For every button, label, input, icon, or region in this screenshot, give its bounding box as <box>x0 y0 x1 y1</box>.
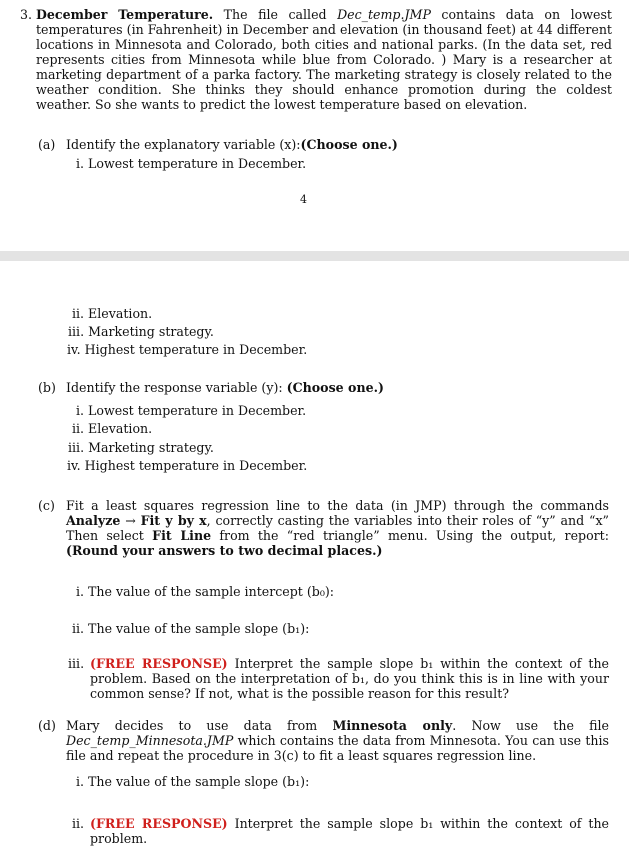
minnesota-file-name: Dec_temp_Minnesota.JMP <box>66 733 234 748</box>
fit-line-command: Fit Line <box>152 528 212 543</box>
free-response-tag: (FREE RESPONSE) <box>90 656 228 671</box>
part-b-option-2: ii. Elevation. <box>72 421 153 436</box>
part-d-text-3: which contains the data from Minnesota. You can use this file and repeat the procedure in 3(c) to fit a least squares regression line. <box>66 733 609 763</box>
part-d-ii-text: Interpret the sample slope b₁ within the context of the problem. <box>90 816 610 846</box>
fit-y-by-x-command: Fit y by x <box>140 513 207 528</box>
page-break-divider <box>0 251 629 261</box>
part-b-option-4: iv. Highest temperature in December. <box>67 458 308 473</box>
part-a-prompt <box>66 137 398 152</box>
part-d-item-i: i. The value of the sample slope (b₁): <box>76 774 310 789</box>
part-b-option-1: i. Lowest temperature in December. <box>76 403 307 418</box>
part-a-option-3: iii. Marketing strategy. <box>68 324 214 339</box>
question-3 <box>20 7 612 112</box>
part-d-text-2: . Now use the file <box>452 718 610 733</box>
part-c-item-iii-label: iii. <box>68 656 85 671</box>
part-c-text-3: from the “red triangle” menu. Using the output, report: <box>211 528 609 543</box>
part-b-prompt <box>66 380 384 395</box>
part-c-label: (c) <box>38 498 55 513</box>
question-number: 3. <box>20 7 33 22</box>
part-b-label: (b) <box>38 380 56 395</box>
part-c-text-2: , correctly casting the variables into their roles of “y” and “x” Then select <box>66 513 609 543</box>
page-number: 4 <box>300 193 307 206</box>
part-a-option-1: i. Lowest temperature in December. <box>76 156 307 171</box>
part-d-item-ii <box>90 816 609 846</box>
part-b-choose: (Choose one.) <box>286 380 384 395</box>
intro-text-2: contains data on lowest temperatures (in Fahrenheit) in December and elevation (in thousand feet) at 44 different locations in Minnesota and Colorado, both cities and national parks. (In the data set, red represents cities from Minnesota while blue from Colorado. ) Mary is a researcher at marketing department of a parka factory. The marketing strategy is closely related to the weather condition. She thinks they should enhance promotion during the coldest weather. So she wants to predict the lowest temperature based on elevation. <box>36 7 612 112</box>
question-3-intro <box>36 7 612 112</box>
intro-text-1: The file called <box>213 7 338 22</box>
part-c-iii-text: Interpret the sample slope b₁ within the context of the problem. Based on the interpretation of b₁, do you think this is in line with your common sense? If not, what is the possible reason for this result? <box>90 656 610 701</box>
rounding-instruction: (Round your answers to two decimal places.) <box>66 543 383 558</box>
part-a-option-2: ii. Elevation. <box>72 306 153 321</box>
part-c-instructions <box>66 498 609 558</box>
part-d-item-ii-label: ii. <box>72 816 85 831</box>
part-c-item-iii <box>90 656 609 701</box>
question-title: December Temperature. <box>36 7 214 22</box>
part-b-option-3: iii. Marketing strategy. <box>68 440 214 455</box>
part-d-text-1: Mary decides to use data from <box>66 718 333 733</box>
part-c-item-ii: ii. The value of the sample slope (b₁): <box>72 621 310 636</box>
part-a-label: (a) <box>38 137 56 152</box>
arrow-glyph: → <box>125 513 141 528</box>
minnesota-only: Minnesota only <box>332 718 453 733</box>
part-b-prompt-text: Identify the response variable (y): <box>66 380 287 395</box>
part-d-label: (d) <box>38 718 56 733</box>
part-d-instructions <box>66 718 609 763</box>
part-c-item-i: i. The value of the sample intercept (b₀): <box>76 584 335 599</box>
part-c-text-1: Fit a least squares regression line to the data (in JMP) through the commands <box>66 498 609 513</box>
part-a-option-4: iv. Highest temperature in December. <box>67 342 308 357</box>
part-a-choose: (Choose one.) <box>300 137 398 152</box>
analyze-command: Analyze <box>66 513 121 528</box>
file-name: Dec_temp.JMP <box>337 7 431 22</box>
free-response-tag: (FREE RESPONSE) <box>90 816 228 831</box>
part-a-prompt-text: Identify the explanatory variable (x): <box>66 137 301 152</box>
